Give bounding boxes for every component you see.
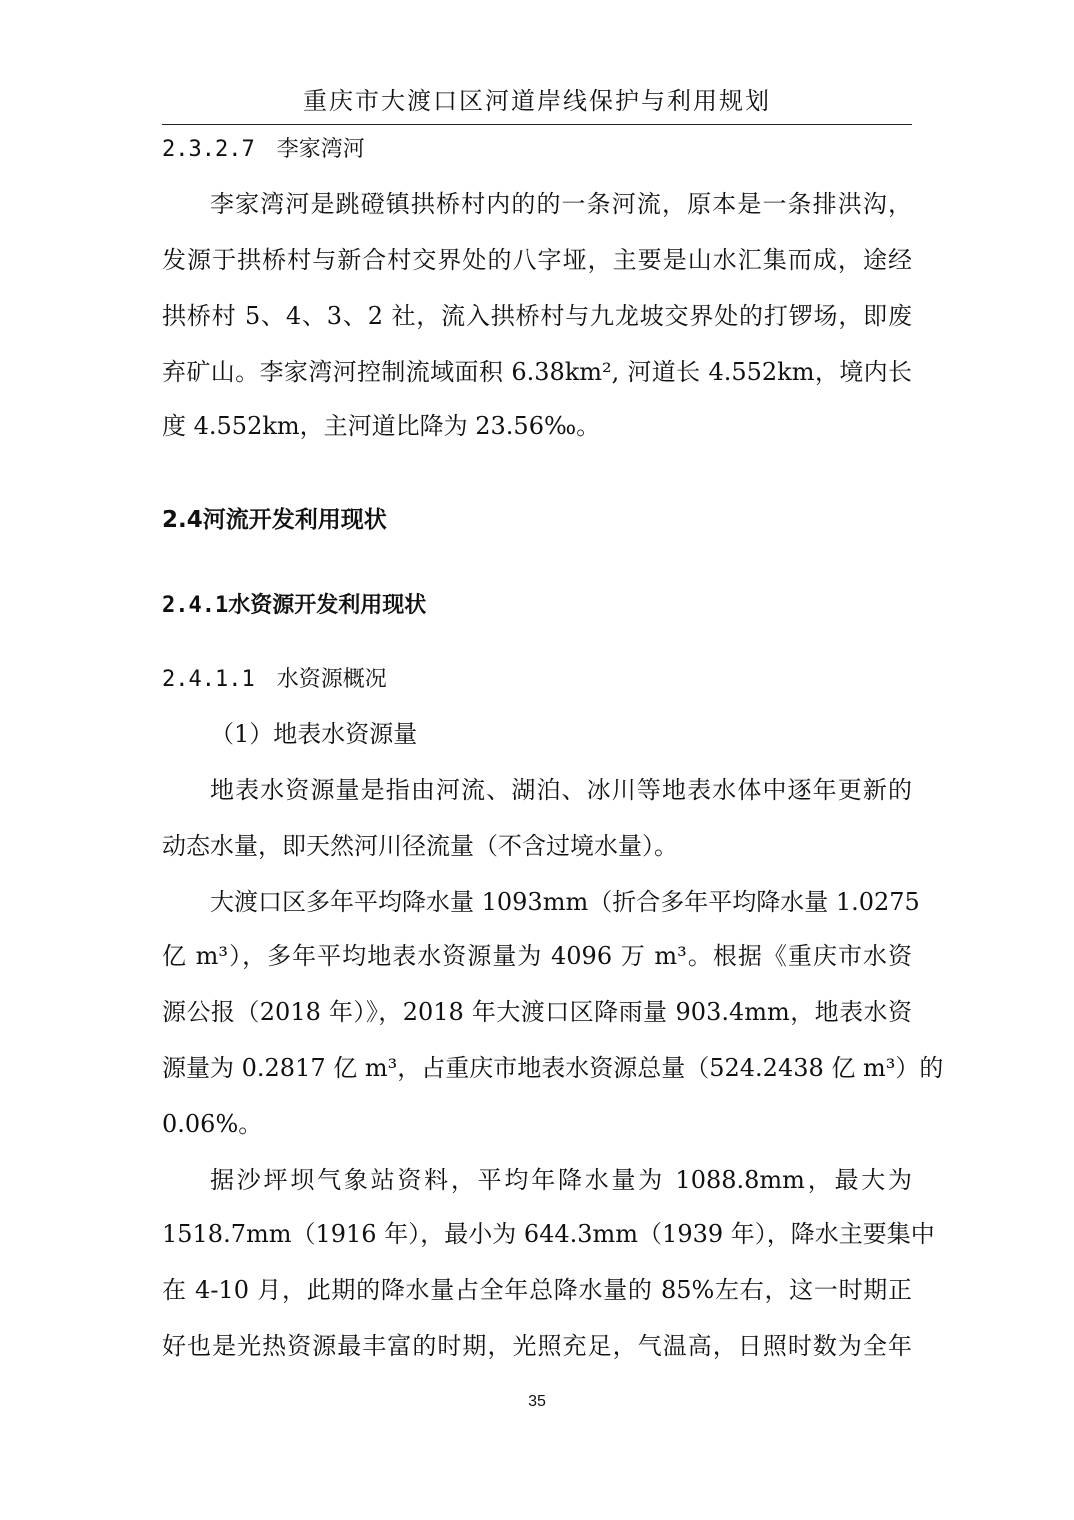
document-header-title: 重庆市大渡口区河道岸线保护与利用规划 [303, 87, 771, 115]
paragraph-line: 发源于拱桥村与新合村交界处的八字垭，主要是山水汇集而成，途经 [162, 246, 912, 274]
page-number: 35 [528, 1393, 546, 1410]
paragraph-line: 地表水资源量是指由河流、湖泊、冰川等地表水体中逐年更新的 [210, 776, 912, 804]
section-heading: 2.4.1水资源开发利用现状 [162, 593, 427, 618]
paragraph-line: 亿 m³），多年平均地表水资源量为 4096 万 m³。根据《重庆市水资 [162, 942, 912, 970]
paragraph-line: 源公报（2018 年）》，2018 年大渡口区降雨量 903.4mm，地表水资 [162, 998, 912, 1026]
paragraph-line: 动态水量，即天然河川径流量（不含过境水量）。 [162, 832, 678, 860]
paragraph-line: 在 4-10 月，此期的降水量占全年总降水量的 85%左右，这一时期正 [162, 1276, 912, 1304]
paragraph-line: 大渡口区多年平均降水量 1093mm（折合多年平均降水量 1.0275 [210, 888, 920, 916]
paragraph-line: 弃矿山。李家湾河控制流域面积 6.38km², 河道长 4.552km，境内长 [162, 358, 912, 386]
paragraph-line: 源量为 0.2817 亿 m³，占重庆市地表水资源总量（524.2438 亿 m³）的 [162, 1054, 944, 1082]
item-label: （1）地表水资源量 [210, 720, 418, 748]
header-divider [162, 124, 912, 125]
subsection-heading: 2.4.1.1 水资源概况 [162, 667, 387, 692]
paragraph-line: 好也是光热资源最丰富的时期，光照充足，气温高，日照时数为全年 [162, 1332, 912, 1360]
paragraph-line: 拱桥村 5、4、3、2 社，流入拱桥村与九龙坡交界处的打锣场，即废 [162, 302, 912, 330]
paragraph-line: 度 4.552km，主河道比降为 23.56‰。 [162, 412, 601, 440]
paragraph-line: 0.06%。 [162, 1110, 263, 1138]
paragraph-line: 李家湾河是跳磴镇拱桥村内的的一条河流，原本是一条排洪沟， [210, 190, 912, 218]
paragraph-line: 据沙坪坝气象站资料，平均年降水量为 1088.8mm，最大为 [210, 1166, 912, 1194]
paragraph-line: 1518.7mm（1916 年），最小为 644.3mm（1939 年），降水主要集中 [162, 1220, 935, 1248]
section-heading: 2.4河流开发利用现状 [162, 507, 387, 533]
subsection-heading: 2.3.2.7 李家湾河 [162, 137, 365, 162]
